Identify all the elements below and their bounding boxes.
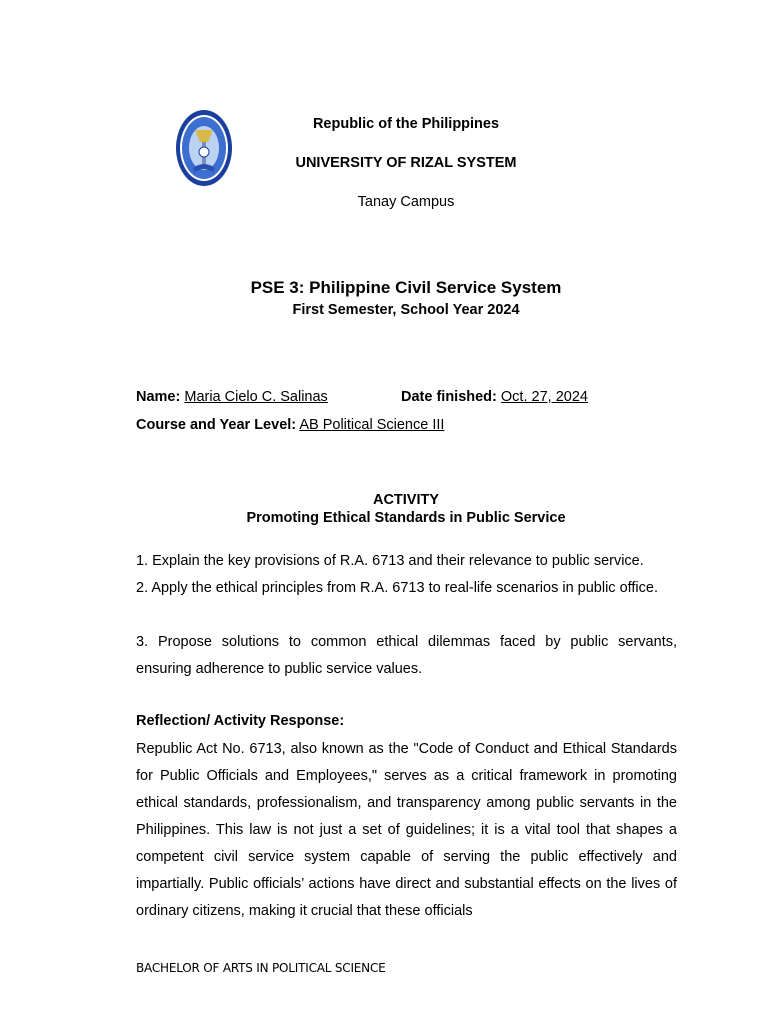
objective-item: 1. Explain the key provisions of R.A. 6713 and their relevance to public service. [136,553,644,569]
course-year-field [136,417,444,433]
activity-title-block [136,491,676,527]
reflection-heading: Reflection/ Activity Response: [136,713,345,729]
date-label: Date finished: [401,389,497,405]
objective-item: 3. Propose solutions to common ethical dilemmas faced by public servants, ensuring adherence to public service values. [136,634,677,677]
name-label: Name: [136,389,181,405]
page-footer: BACHELOR OF ARTS IN POLITICAL SCIENCE [136,961,386,975]
date-value: Oct. 27, 2024 [500,389,588,405]
republic-line: Republic of the Philippines [312,116,500,132]
activity-title: Promoting Ethical Standards in Public Service [246,510,566,526]
course-title: PSE 3: Philippine Civil Service System [250,278,562,297]
university-name: UNIVERSITY OF RIZAL SYSTEM [295,155,517,171]
name-value: Maria Cielo C. Salinas [184,389,328,405]
campus-name: Tanay Campus [357,194,455,210]
date-field [401,389,588,405]
reflection-body: Republic Act No. 6713, also known as the "Code of Conduct and Ethical Standards for Public Officials and Employees," serves as a critical framework in promoting ethical standards, professionalism, and transparency among public servants in the Philippines. This law is not just a set of guidelines; it is a vital tool that shapes a competent civil service system capable of serving the public effectively and impartially. Public officials’ actions have direct and substantial effects on the lives of ordinary citizens, making it crucial that these officials [136,741,677,919]
objective-item: 2. Apply the ethical principles from R.A. 6713 to real-life scenarios in public office. [136,580,658,596]
activity-heading: ACTIVITY [372,492,440,508]
name-field [136,389,328,405]
course-year-label: Course and Year Level: [136,417,297,433]
course-subtitle: First Semester, School Year 2024 [292,302,520,318]
course-year-value: AB Political Science III [299,417,445,433]
